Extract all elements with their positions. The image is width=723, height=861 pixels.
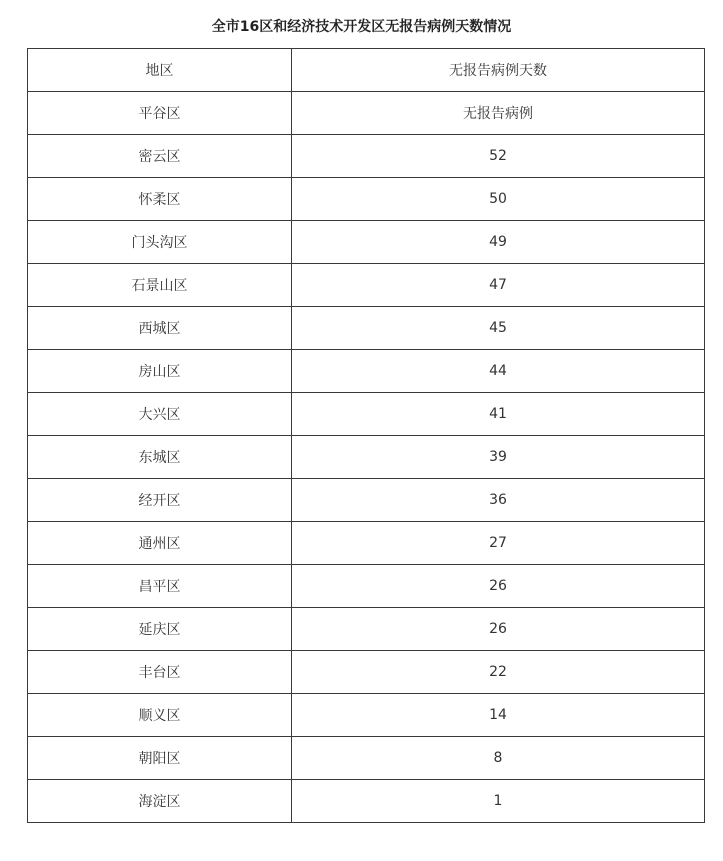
cell-no-case-days: 47 xyxy=(292,264,705,307)
cell-no-case-days: 26 xyxy=(292,608,705,651)
cell-region: 顺义区 xyxy=(28,694,292,737)
table-row xyxy=(28,565,705,608)
cell-region: 房山区 xyxy=(28,350,292,393)
table-header xyxy=(28,49,705,92)
cell-no-case-days: 36 xyxy=(292,479,705,522)
table-row xyxy=(28,780,705,823)
table-row xyxy=(28,393,705,436)
table-row xyxy=(28,350,705,393)
cell-region: 经开区 xyxy=(28,479,292,522)
cell-region: 丰台区 xyxy=(28,651,292,694)
cell-region: 西城区 xyxy=(28,307,292,350)
table-row xyxy=(28,522,705,565)
cell-no-case-days: 44 xyxy=(292,350,705,393)
cell-region: 延庆区 xyxy=(28,608,292,651)
cell-region: 平谷区 xyxy=(28,92,292,135)
header-region: 地区 xyxy=(28,49,292,92)
cell-no-case-days: 45 xyxy=(292,307,705,350)
cell-region: 密云区 xyxy=(28,135,292,178)
cell-no-case-days: 22 xyxy=(292,651,705,694)
table-row xyxy=(28,608,705,651)
cell-region: 朝阳区 xyxy=(28,737,292,780)
table-row xyxy=(28,92,705,135)
cell-region: 大兴区 xyxy=(28,393,292,436)
cell-region: 海淀区 xyxy=(28,780,292,823)
no-case-days-table xyxy=(27,48,705,823)
cell-no-case-days: 49 xyxy=(292,221,705,264)
cell-no-case-days: 27 xyxy=(292,522,705,565)
cell-no-case-days: 41 xyxy=(292,393,705,436)
header-no-case-days: 无报告病例天数 xyxy=(292,49,705,92)
cell-no-case-days: 无报告病例 xyxy=(292,92,705,135)
cell-region: 东城区 xyxy=(28,436,292,479)
table-title: 全市16区和经济技术开发区无报告病例天数情况 xyxy=(211,19,512,35)
table-row xyxy=(28,221,705,264)
cell-region: 昌平区 xyxy=(28,565,292,608)
table-row xyxy=(28,178,705,221)
cell-no-case-days: 1 xyxy=(292,780,705,823)
table-body xyxy=(28,92,705,823)
cell-region: 怀柔区 xyxy=(28,178,292,221)
table-row xyxy=(28,479,705,522)
table-row xyxy=(28,436,705,479)
table-header-row xyxy=(28,49,705,92)
table-row xyxy=(28,737,705,780)
cell-no-case-days: 50 xyxy=(292,178,705,221)
cell-no-case-days: 26 xyxy=(292,565,705,608)
cell-region: 门头沟区 xyxy=(28,221,292,264)
cell-no-case-days: 39 xyxy=(292,436,705,479)
table-row xyxy=(28,307,705,350)
table-row xyxy=(28,651,705,694)
cell-no-case-days: 8 xyxy=(292,737,705,780)
cell-no-case-days: 52 xyxy=(292,135,705,178)
cell-no-case-days: 14 xyxy=(292,694,705,737)
table-row xyxy=(28,135,705,178)
table-row xyxy=(28,694,705,737)
cell-region: 石景山区 xyxy=(28,264,292,307)
table-row xyxy=(28,264,705,307)
cell-region: 通州区 xyxy=(28,522,292,565)
